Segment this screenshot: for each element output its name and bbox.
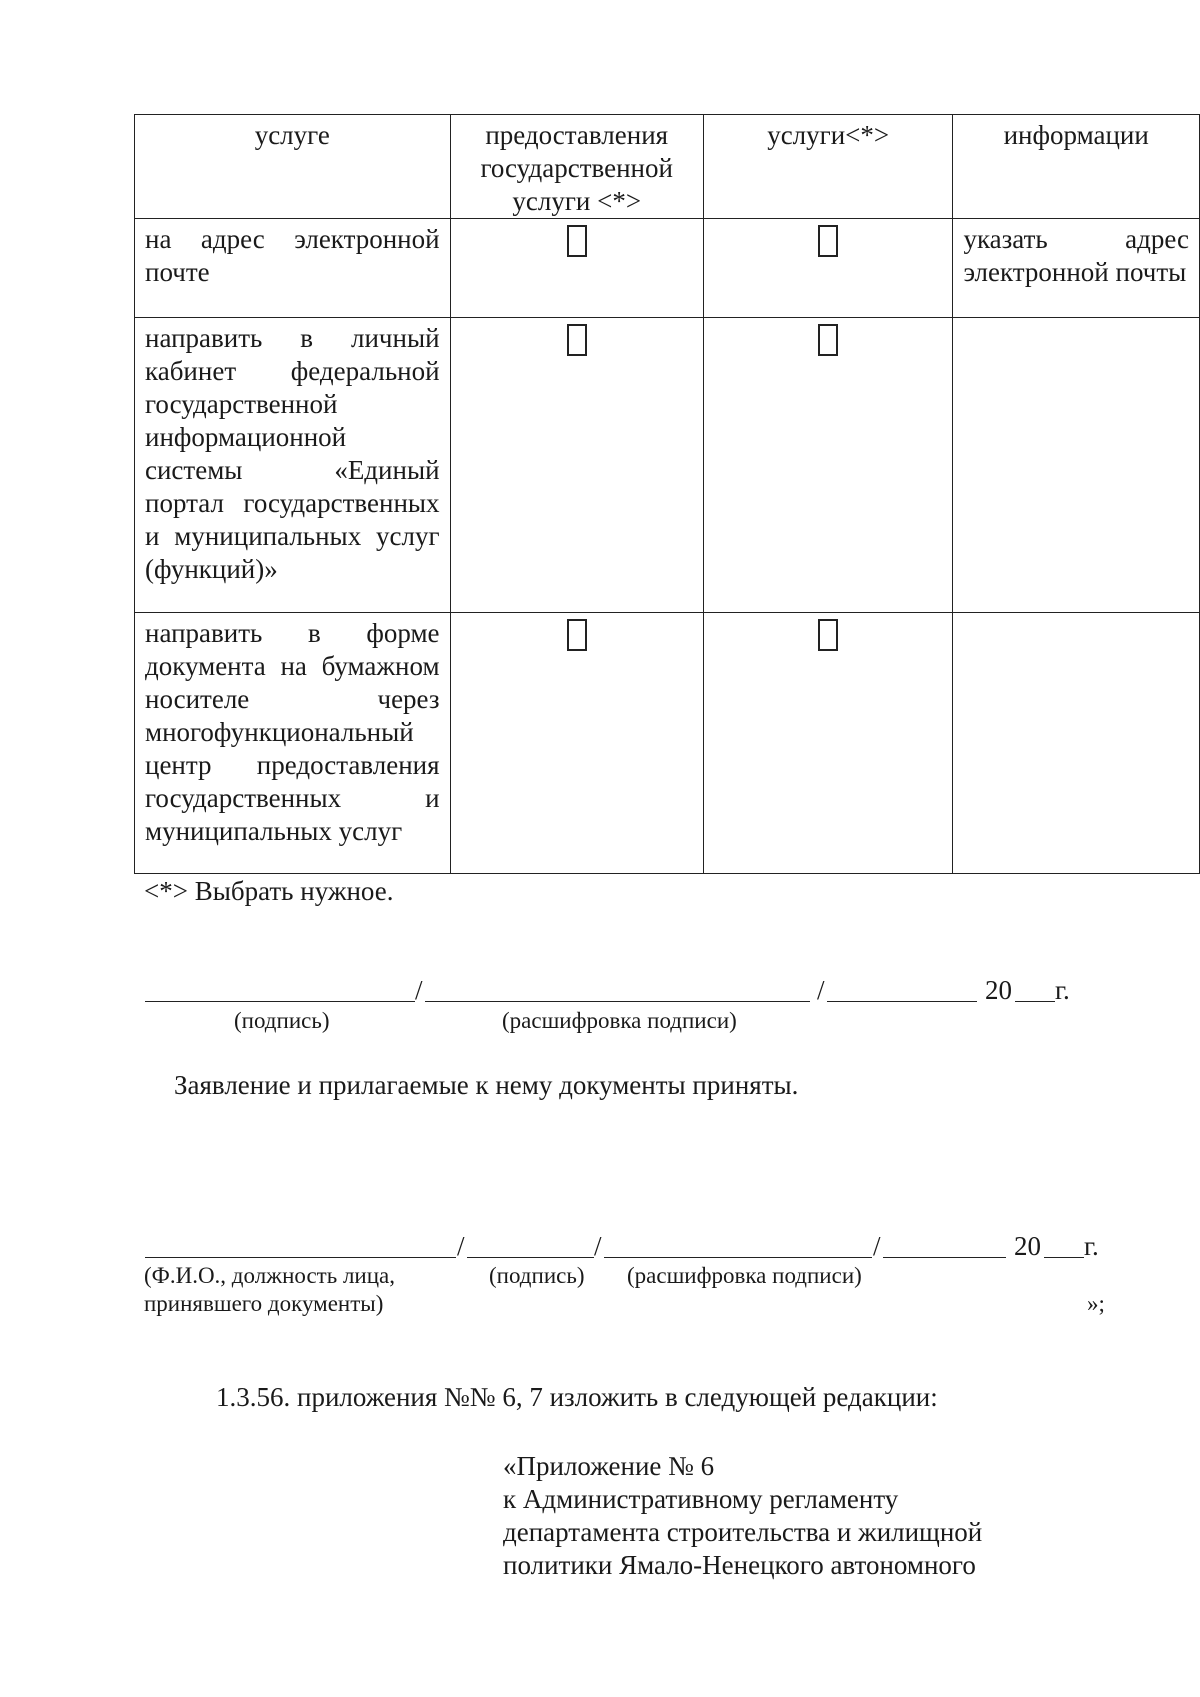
header-cell: услуге (135, 115, 451, 219)
note-cell (953, 613, 1200, 874)
footnote: <*> Выбрать нужное. (144, 876, 394, 906)
appendix-line: «Приложение № 6 (503, 1451, 715, 1481)
decode-blank[interactable] (604, 1257, 872, 1258)
year-prefix: 20 (1014, 1231, 1041, 1261)
year-suffix: г. (1055, 975, 1070, 1005)
checkbox[interactable] (567, 324, 587, 356)
checkbox-cell (703, 318, 953, 613)
separator: / (817, 975, 825, 1005)
signature-blank[interactable] (145, 1001, 415, 1002)
accepted-text: Заявление и прилагаемые к нему документы приняты. (174, 1070, 799, 1100)
decode-blank[interactable] (425, 1001, 810, 1002)
appendix-line: к Административному регламенту (503, 1484, 899, 1514)
appendix-line: политики Ямало-Ненецкого автономного (503, 1550, 976, 1580)
separator: / (457, 1231, 465, 1261)
table-row (135, 219, 1200, 318)
date-blank[interactable] (827, 1001, 977, 1002)
table-row (135, 318, 1200, 613)
date-blank[interactable] (883, 1257, 1006, 1258)
year-blank[interactable] (1044, 1257, 1084, 1258)
fio-label: (Ф.И.О., должность лица, (144, 1263, 396, 1288)
method-cell: направить в личный кабинет федеральной государственной информационной системы «Единый портал государственных и муниципальных услуг (функций)» (135, 318, 451, 613)
header-cell: предоставления государственной услуги <*> (450, 115, 703, 219)
checkbox[interactable] (818, 619, 838, 651)
note-cell: указать адрес электронной почты (953, 219, 1200, 318)
method-cell: направить в форме документа на бумажном носителе через многофункциональный центр предоставления государственных и муниципальных услуг (135, 613, 451, 874)
method-cell: на адрес электронной почте (135, 219, 451, 318)
closing-mark: »; (1087, 1291, 1105, 1316)
checkbox-cell (450, 219, 703, 318)
appendix-line: департамента строительства и жилищной (503, 1517, 983, 1547)
decode-label: (расшифровка подписи) (502, 1008, 737, 1033)
checkbox-cell (703, 613, 953, 874)
signature-label: (подпись) (489, 1263, 585, 1288)
checkbox-cell (450, 318, 703, 613)
checkbox[interactable] (818, 225, 838, 257)
signature-blank[interactable] (467, 1257, 594, 1258)
checkbox[interactable] (567, 619, 587, 651)
checkbox-cell (703, 219, 953, 318)
checkbox[interactable] (567, 225, 587, 257)
checkbox[interactable] (818, 324, 838, 356)
separator: / (873, 1231, 881, 1261)
note-cell (953, 318, 1200, 613)
header-cell: информации (953, 115, 1200, 219)
decode-label: (расшифровка подписи) (627, 1263, 862, 1288)
signature-label: (подпись) (234, 1008, 330, 1033)
fio-blank[interactable] (145, 1257, 456, 1258)
year-suffix: г. (1084, 1231, 1099, 1261)
table-row (135, 613, 1200, 874)
header-cell: услуги<*> (703, 115, 953, 219)
year-blank[interactable] (1015, 1001, 1055, 1002)
methods-table (134, 114, 1200, 874)
checkbox-cell (450, 613, 703, 874)
year-prefix: 20 (985, 975, 1012, 1005)
fio-label: принявшего документы) (144, 1291, 384, 1316)
separator: / (415, 975, 423, 1005)
clause-text: 1.3.56. приложения №№ 6, 7 изложить в следующей редакции: (216, 1382, 938, 1412)
separator: / (594, 1231, 602, 1261)
table-header-row (135, 115, 1200, 219)
